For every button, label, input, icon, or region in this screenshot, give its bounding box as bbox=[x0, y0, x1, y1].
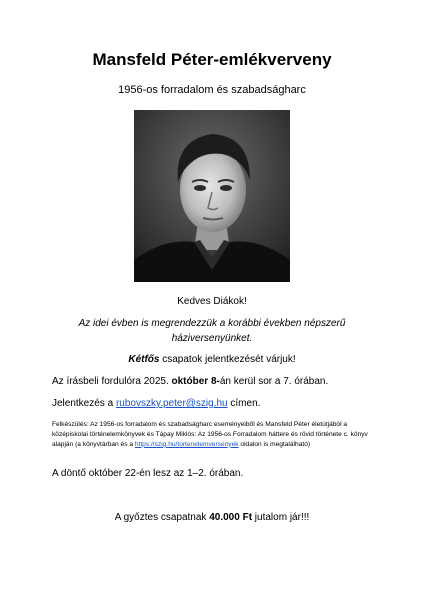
apply-post: címen. bbox=[227, 398, 261, 409]
prize-pre: A győztes csapatnak bbox=[114, 512, 210, 523]
page-subtitle: 1956-os forradalom és szabadságharc bbox=[118, 84, 306, 96]
prize-post: jutalom jár!!! bbox=[252, 512, 310, 523]
intro-text: Az idei évben is megrendezzük a korábbi években népszerű háziversenyünket. bbox=[78, 318, 346, 344]
teams-rest: csapatok jelentkezését várjuk! bbox=[159, 354, 296, 365]
greeting-text: Kedves Diákok! bbox=[177, 296, 247, 307]
page-title: Mansfeld Péter-emlékverveny bbox=[92, 50, 332, 69]
prize-line bbox=[0, 512, 424, 523]
apply-pre: Jelentkezés a bbox=[52, 398, 116, 409]
round-date: október 8- bbox=[171, 376, 220, 387]
final-line: A döntő október 22-én lesz az 1–2. órában. bbox=[52, 468, 244, 479]
teams-line bbox=[0, 354, 424, 365]
website-link[interactable]: https://szig.hu/tortenelemversenyek bbox=[134, 440, 239, 448]
teams-bold: Kétfős bbox=[128, 354, 160, 365]
preparation-text bbox=[52, 420, 374, 450]
round-pre: Az írásbeli fordulóra 2025. bbox=[52, 376, 172, 387]
prep-body: Felkészülés: Az 1956-os forradalom és szabadságharc eseményeiből és Mansfeld Péter életútjából a középiskolai történelemkönyvek és Tápay Miklós: Az 1956-os Forradalom háttere és rövid története c. könyv alapján (a könyvtárban és a bbox=[52, 421, 368, 448]
portrait-image bbox=[134, 110, 290, 282]
email-link[interactable]: rubovszky.peter@szig.hu bbox=[115, 398, 228, 409]
round-line bbox=[52, 376, 382, 387]
prep-post: oldalon is megtalálható) bbox=[238, 440, 311, 448]
portrait-photo bbox=[134, 110, 290, 282]
prize-amount: 40.000 Ft bbox=[209, 512, 253, 523]
apply-line bbox=[52, 398, 382, 409]
round-post: án kerül sor a 7. órában. bbox=[219, 376, 329, 387]
